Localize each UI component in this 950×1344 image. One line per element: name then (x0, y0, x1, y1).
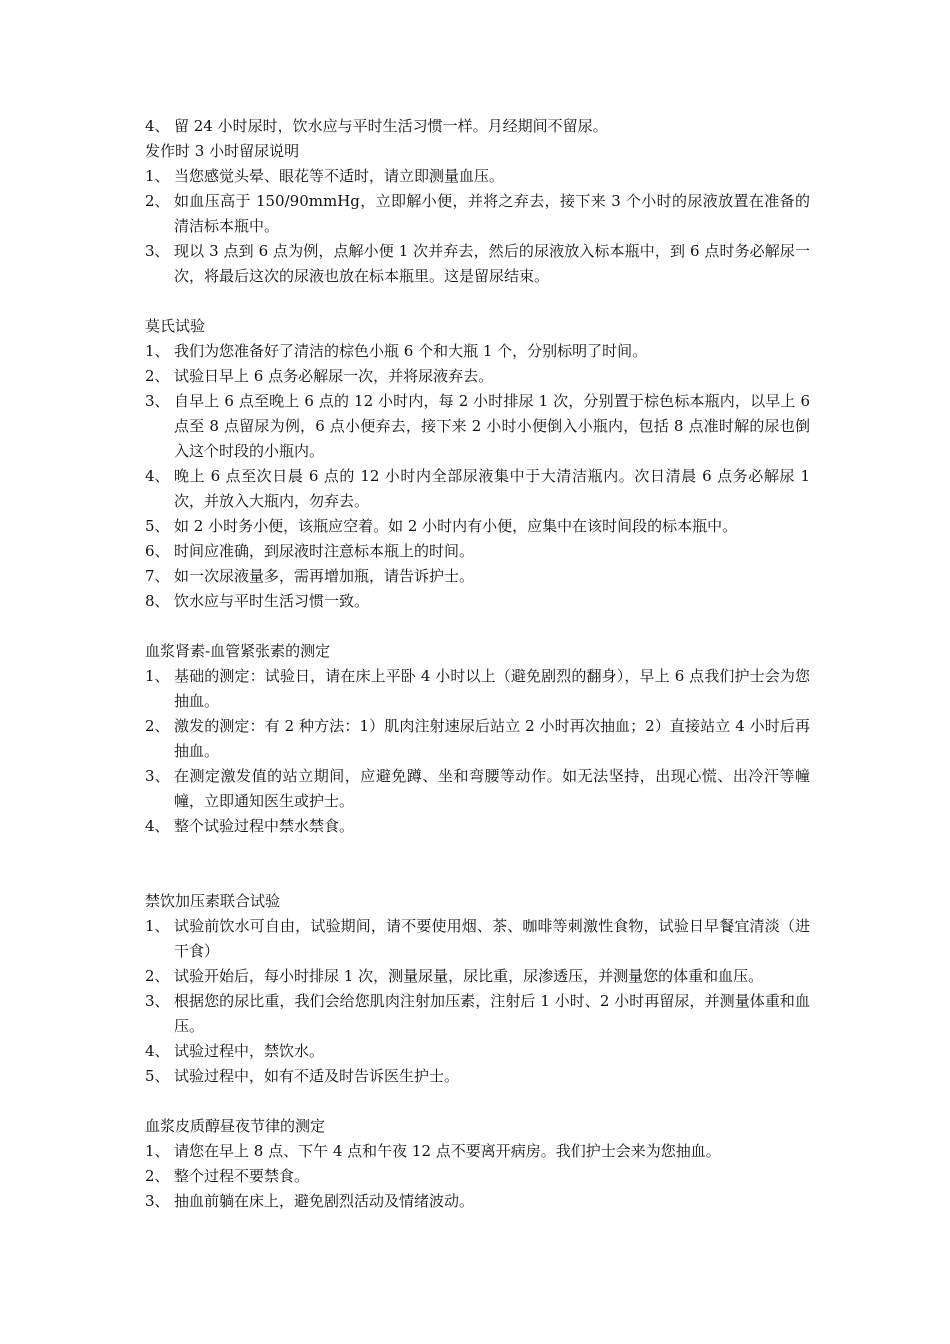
spacer (145, 289, 810, 314)
section-title: 发作时 3 小时留尿说明 (145, 142, 300, 160)
section-title: 血浆肾素-血管紧张素的测定 (145, 642, 331, 660)
item-number: 2、 (145, 717, 170, 735)
item-text: 抽血前躺在床上，避免剧烈活动及情绪波动。 (174, 1192, 475, 1210)
item-number: 2、 (145, 967, 170, 985)
item-text: 在测定激发值的站立期间，应避免蹲、坐和弯腰等动作。如无法坚持，出现心慌、出冷汗等幢幢，立即通知医生或护士。 (174, 767, 810, 810)
item-text: 基础的测定：试验日，请在床上平卧 4 小时以上（避免剧烈的翻身），早上 6 点我们护士会为您抽血。 (174, 667, 810, 710)
item-text: 整个试验过程中禁水禁食。 (174, 817, 355, 835)
list-item (145, 714, 810, 764)
item-text: 请您在早上 8 点、下午 4 点和午夜 12 点不要离开病房。我们护士会来为您抽血。 (174, 1142, 721, 1160)
spacer (145, 839, 810, 889)
list-item (145, 189, 810, 239)
list-item (145, 589, 810, 614)
item-text: 试验前饮水可自由，试验期间，请不要使用烟、茶、咖啡等刺激性食物，试验日早餐宜清淡（进干食） (174, 917, 810, 960)
list-item (145, 364, 810, 389)
item-number: 4、 (145, 117, 170, 135)
list-item (145, 964, 810, 989)
section-title: 禁饮加压素联合试验 (145, 892, 281, 910)
item-text: 激发的测定：有 2 种方法：1）肌肉注射速尿后站立 2 小时再次抽血；2）直接站立 4 小时后再抽血。 (174, 717, 810, 760)
item-number: 1、 (145, 917, 170, 935)
item-number: 4、 (145, 467, 170, 485)
item-number: 3、 (145, 992, 170, 1010)
item-text: 试验过程中，禁饮水。 (174, 1042, 325, 1060)
section-title: 血浆皮质醇昼夜节律的测定 (145, 1117, 326, 1135)
item-text: 晚上 6 点至次日晨 6 点的 12 小时内全部尿液集中于大清洁瓶内。次日清晨 6 点务必解尿 1 次，并放入大瓶内，勿弃去。 (174, 467, 810, 510)
item-text: 如 2 小时务小便，该瓶应空着。如 2 小时内有小便，应集中在该时间段的标本瓶中。 (174, 517, 738, 535)
list-item (145, 114, 810, 139)
item-text: 留 24 小时尿时，饮水应与平时生活习惯一样。月经期间不留尿。 (174, 117, 608, 135)
item-number: 4、 (145, 1042, 170, 1060)
item-text: 试验过程中，如有不适及时告诉医生护士。 (174, 1067, 460, 1085)
item-text: 当您感觉头晕、眼花等不适时，请立即测量血压。 (174, 167, 505, 185)
list-item (145, 239, 810, 289)
list-item (145, 389, 810, 464)
list-item (145, 764, 810, 814)
item-text: 试验开始后，每小时排尿 1 次，测量尿量，尿比重，尿渗透压，并测量您的体重和血压。 (174, 967, 764, 985)
spacer (145, 1089, 810, 1114)
list-item (145, 664, 810, 714)
section-title: 莫氏试验 (145, 317, 206, 335)
item-number: 2、 (145, 367, 170, 385)
list-item (145, 1164, 810, 1189)
item-number: 5、 (145, 517, 170, 535)
list-item (145, 814, 810, 839)
list-item (145, 464, 810, 514)
item-number: 4、 (145, 817, 170, 835)
item-text: 现以 3 点到 6 点为例，点解小便 1 次并弃去，然后的尿液放入标本瓶中，到 6 点时务必解尿一次，将最后这次的尿液也放在标本瓶里。这是留尿结束。 (174, 242, 810, 285)
item-number: 7、 (145, 567, 170, 585)
list-item (145, 539, 810, 564)
item-text: 如一次尿液量多，需再增加瓶，请告诉护士。 (174, 567, 475, 585)
item-text: 试验日早上 6 点务必解尿一次，并将尿液弃去。 (174, 367, 494, 385)
item-number: 1、 (145, 342, 170, 360)
list-item (145, 914, 810, 964)
item-number: 1、 (145, 667, 170, 685)
list-item (145, 514, 810, 539)
spacer (145, 614, 810, 639)
list-item (145, 1139, 810, 1164)
document-page (145, 114, 810, 1214)
item-number: 3、 (145, 242, 170, 260)
item-text: 自早上 6 点至晚上 6 点的 12 小时内，每 2 小时排尿 1 次，分别置于棕色标本瓶内，以早上 6 点至 8 点留尿为例，6 点小便弃去，接下来 2 小时小便倒入小瓶内，包括 8 点准时解的尿也倒入这个时段的小瓶内。 (174, 392, 810, 460)
item-number: 5、 (145, 1067, 170, 1085)
item-number: 2、 (145, 1167, 170, 1185)
item-number: 1、 (145, 167, 170, 185)
list-item (145, 339, 810, 364)
list-item (145, 164, 810, 189)
list-item (145, 989, 810, 1039)
item-text: 根据您的尿比重，我们会给您肌肉注射加压素，注射后 1 小时、2 小时再留尿，并测量体重和血压。 (174, 992, 810, 1035)
item-text: 如血压高于 150/90mmHg，立即解小便，并将之弃去，接下来 3 个小时的尿液放置在准备的清洁标本瓶中。 (174, 192, 810, 235)
list-item (145, 1039, 810, 1064)
item-number: 8、 (145, 592, 170, 610)
item-number: 2、 (145, 192, 170, 210)
item-text: 我们为您准备好了清洁的棕色小瓶 6 个和大瓶 1 个，分别标明了时间。 (174, 342, 648, 360)
item-text: 整个过程不要禁食。 (174, 1167, 310, 1185)
item-number: 6、 (145, 542, 170, 560)
list-item (145, 1189, 810, 1214)
list-item (145, 1064, 810, 1089)
item-number: 3、 (145, 1192, 170, 1210)
list-item (145, 564, 810, 589)
item-text: 时间应准确，到尿液时注意标本瓶上的时间。 (174, 542, 475, 560)
item-number: 1、 (145, 1142, 170, 1160)
item-number: 3、 (145, 767, 170, 785)
item-number: 3、 (145, 392, 170, 410)
item-text: 饮水应与平时生活习惯一致。 (174, 592, 370, 610)
